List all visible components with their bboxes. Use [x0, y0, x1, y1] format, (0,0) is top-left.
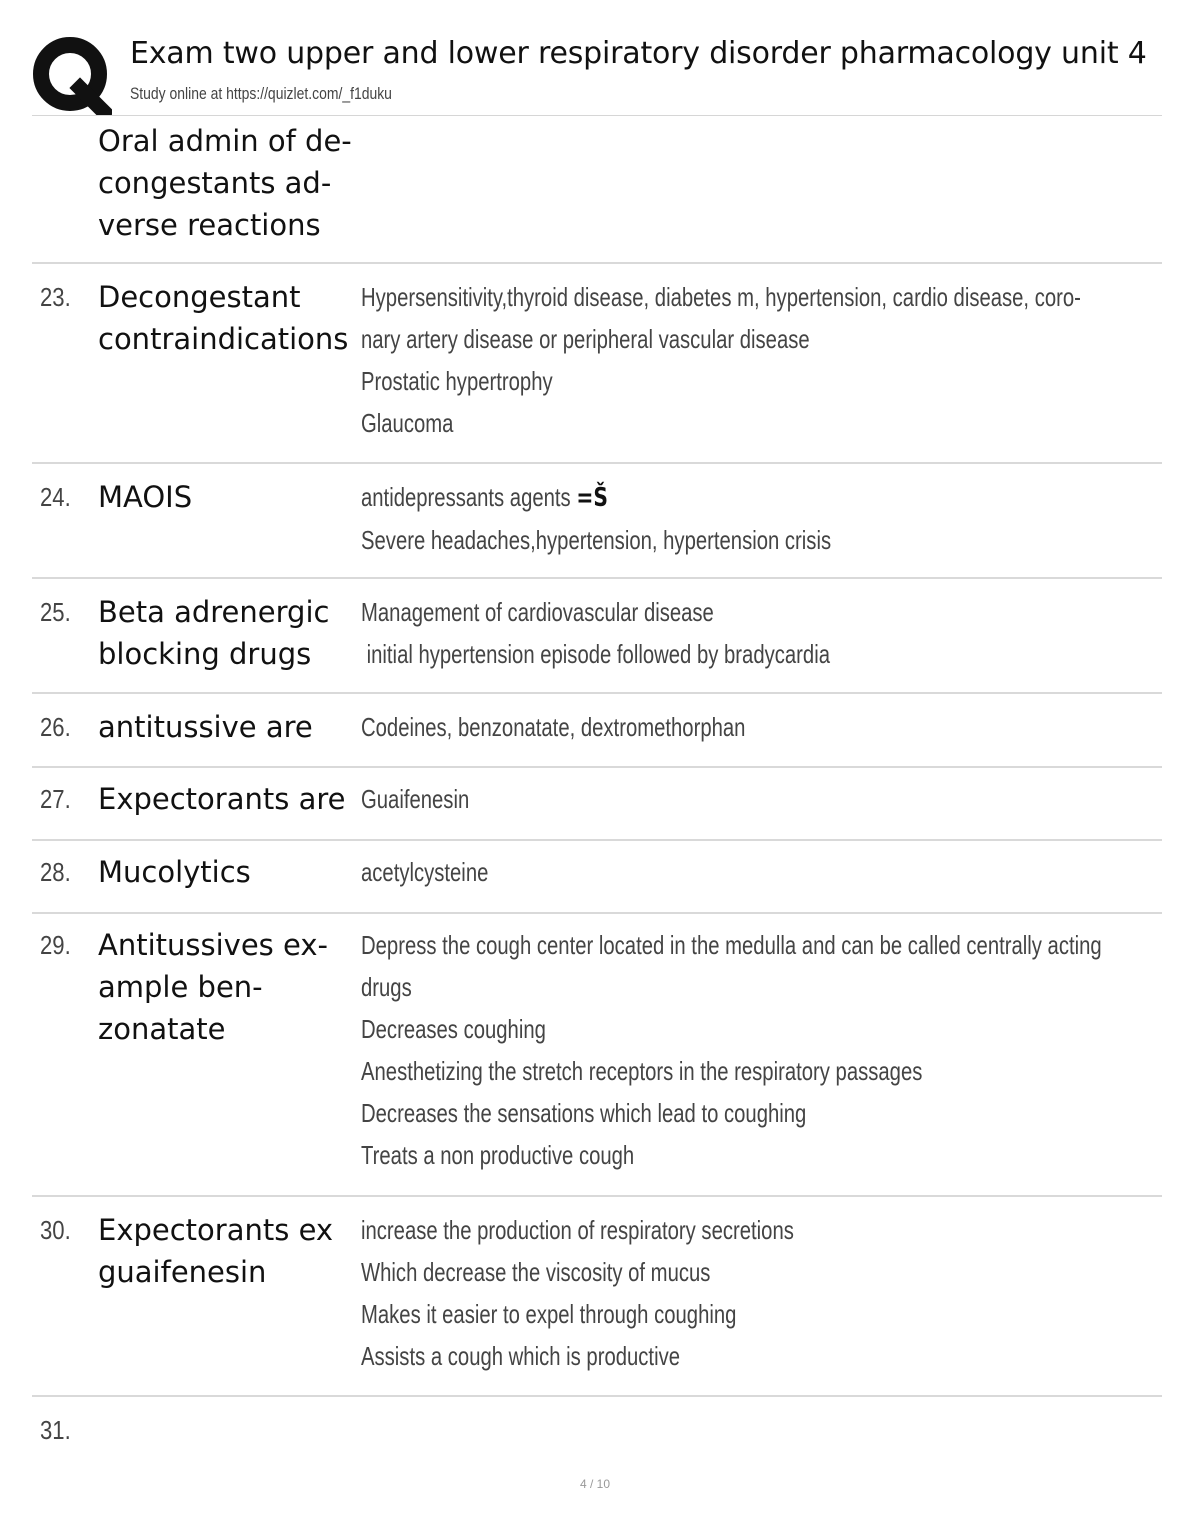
definition-line: initial hypertension episode followed by bradycardia: [361, 639, 830, 669]
card-term: Oral admin of de- congestants ad- verse reactions: [98, 124, 352, 242]
card-term: Antitussives ex- ample ben- zonatate: [98, 928, 328, 1046]
flashcard-row: [32, 768, 1162, 841]
card-term: Beta adrenergic blocking drugs: [98, 595, 330, 671]
card-definition: [361, 591, 1141, 675]
definition-line: Guaifenesin: [361, 784, 470, 814]
card-number: 25.: [40, 597, 71, 627]
flashcard-row: [32, 841, 1162, 914]
card-definition: [361, 924, 1141, 1176]
definition-line: Decreases the sensations which lead to coughing: [361, 1098, 807, 1128]
definition-line: Hypersensitivity,thyroid disease, diabetes m, hypertension, cardio disease, coro-: [361, 282, 1081, 312]
card-number: 26.: [40, 712, 71, 742]
card-number: 31.: [40, 1415, 71, 1445]
card-number: 24.: [40, 482, 71, 512]
flashcard-row: [32, 579, 1162, 694]
definition-line: Treats a non productive cough: [361, 1140, 635, 1170]
page-title: Exam two upper and lower respiratory disorder pharmacology unit 4: [130, 36, 1147, 71]
definition-symbol: =Š: [576, 483, 608, 513]
definition-line: Codeines, benzonatate, dextromethorphan: [361, 712, 746, 742]
definition-line: acetylcysteine: [361, 857, 489, 887]
flashcard-row: [32, 694, 1162, 768]
card-term: MAOIS: [98, 480, 193, 514]
definition-line: increase the production of respiratory secretions: [361, 1215, 794, 1245]
card-definition: [361, 1209, 1141, 1377]
definition-line: Management of cardiovascular disease: [361, 597, 714, 627]
card-definition: [361, 851, 1141, 893]
page-number: 4 / 10: [579, 1477, 611, 1491]
definition-line: Makes it easier to expel through coughing: [361, 1299, 737, 1329]
flashcard-row: [32, 1397, 1162, 1457]
definition-line: Which decrease the viscosity of mucus: [361, 1257, 711, 1287]
definition-line: Depress the cough center located in the medulla and can be called centrally acting: [361, 930, 1102, 960]
definition-text: antidepressants agents: [361, 482, 571, 512]
flashcard-row: [32, 1197, 1162, 1397]
flashcard-row: [32, 116, 1162, 264]
definition-line: drugs: [361, 972, 412, 1002]
quizlet-logo-icon: [32, 36, 112, 116]
flashcard-row: [32, 464, 1162, 579]
card-number: 23.: [40, 282, 71, 312]
card-number: 30.: [40, 1215, 71, 1245]
card-definition: [361, 778, 1141, 820]
definition-line: nary artery disease or peripheral vascular disease: [361, 324, 810, 354]
card-term: antitussive are: [98, 710, 313, 744]
card-definition: [361, 476, 1141, 561]
study-online-link[interactable]: Study online at https://quizlet.com/_f1duku: [130, 84, 392, 103]
card-definition: [361, 706, 1141, 748]
card-term: Mucolytics: [98, 855, 251, 889]
definition-line: Assists a cough which is productive: [361, 1341, 680, 1371]
card-number: 28.: [40, 857, 71, 887]
card-term: Expectorants are: [98, 782, 346, 816]
flashcard-row: [32, 914, 1162, 1197]
card-number: 29.: [40, 930, 71, 960]
page-header: [32, 30, 1162, 116]
card-term: Expectorants ex guaifenesin: [98, 1213, 334, 1289]
card-definition: [361, 276, 1141, 444]
flashcard-row: [32, 264, 1162, 464]
definition-line: Severe headaches,hypertension, hypertension crisis: [361, 525, 832, 555]
definition-line: Glaucoma: [361, 408, 454, 438]
card-number: 27.: [40, 784, 71, 814]
definition-line: Prostatic hypertrophy: [361, 366, 553, 396]
definition-line: Decreases coughing: [361, 1014, 546, 1044]
definition-line: Anesthetizing the stretch receptors in the respiratory passages: [361, 1056, 923, 1086]
card-term: Decongestant contraindications: [98, 280, 349, 356]
definition-line: [361, 476, 1141, 519]
